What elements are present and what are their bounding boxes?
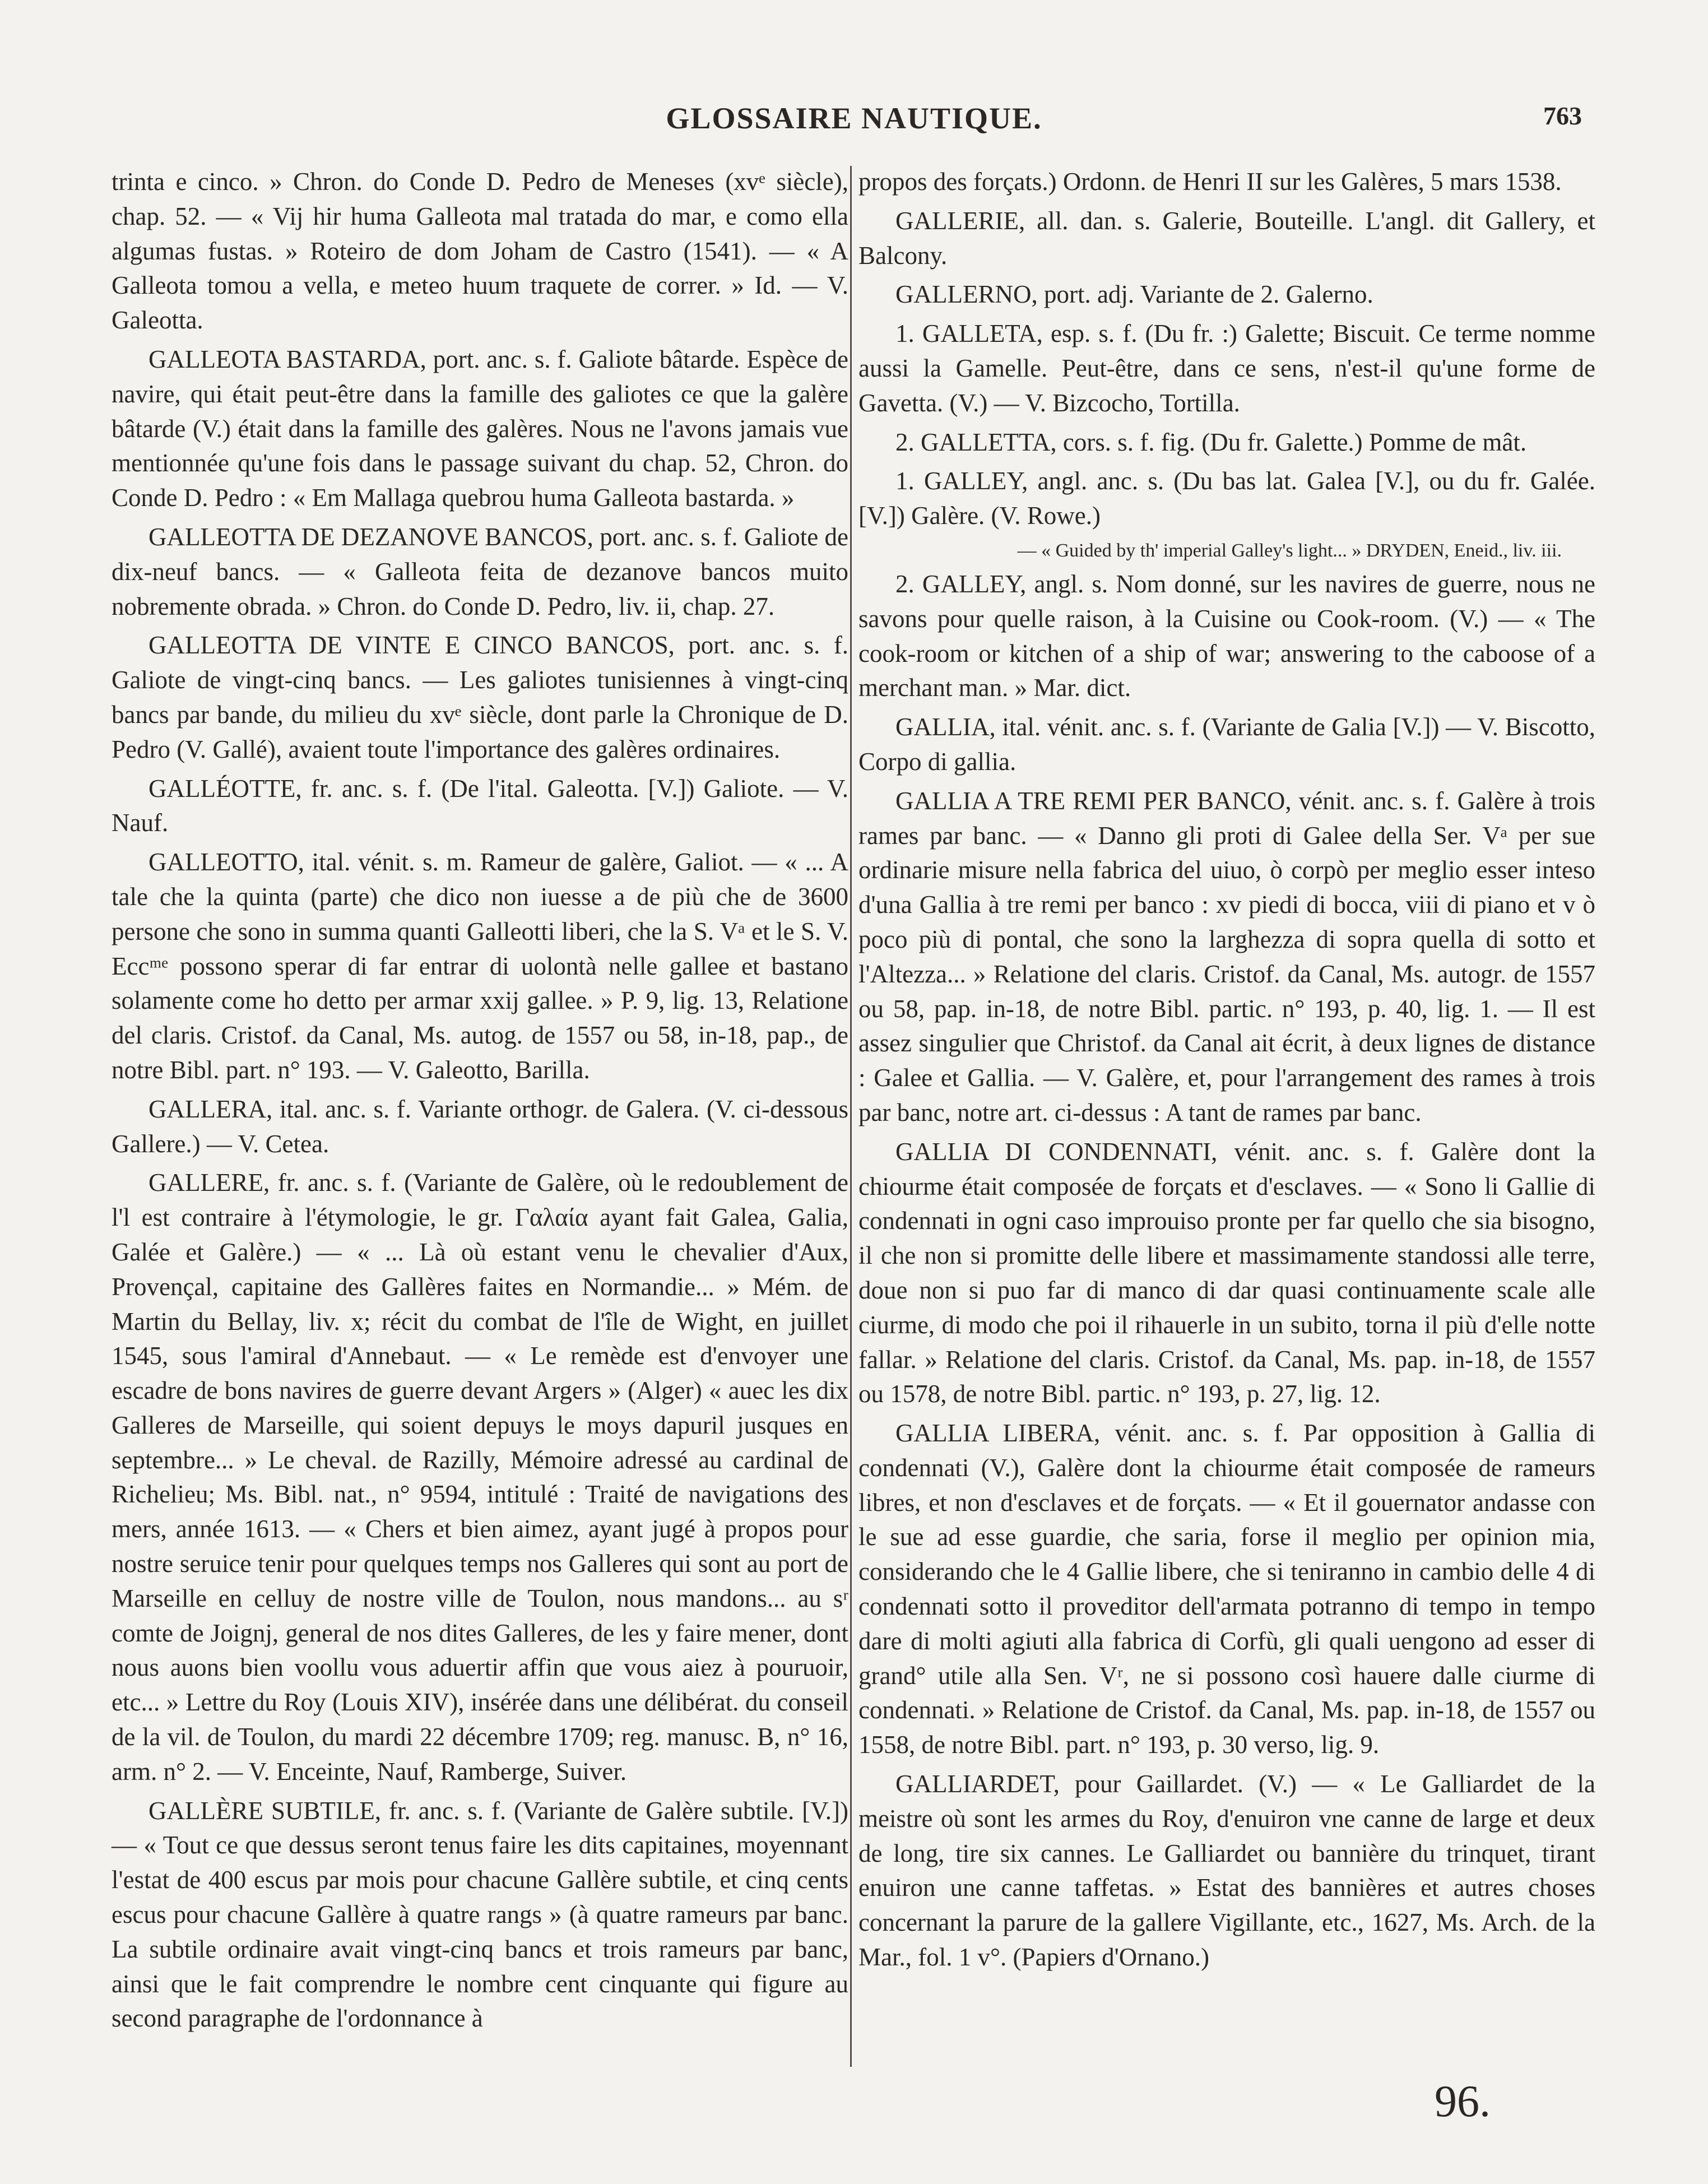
entry-text: GALLÉOTTE, fr. anc. s. f. (De l'ital. Galeotta. [V.]) Galiote. — V. Nauf. [112, 774, 848, 837]
column-divider [850, 166, 852, 2067]
entry-galleotto [112, 845, 848, 1088]
entry-text: GALLÈRE SUBTILE, fr. anc. s. f. (Variante de Galère subtile. [V.]) — « Tout ce que dessus seront tenus faire les dits capitaines, moyennant l'estat de 400 escus par mois pour chacune Gallère subtile, et cinq cents escus pour chacune Gallère à quatre rangs » (à quatre rameurs par banc. La subtile ordinaire avait vingt-cinq bancs et trois rameurs par banc, ainsi que le fait comprendre le nombre cent cinquante qui figure au second paragraphe de l'ordonnance à [112, 1796, 848, 2033]
entry-galletta-2 [858, 425, 1595, 460]
page-title: GLOSSAIRE NAUTIQUE. [666, 101, 1042, 135]
signature-number: 96. [1435, 2077, 1491, 2126]
entry-galleotta-dezanove [112, 520, 848, 624]
entry-galley-2 [858, 567, 1595, 706]
entry-gallera [112, 1092, 848, 1162]
entry-text: GALLIA LIBERA, vénit. anc. s. f. Par opposition à Gallia di condennati (V.), Galère dont la chiourme était composée de rameurs libres, et non d'esclaves et de forçats. — « Et il gouernator andasse con le sue ad esse guardie, che saria, forse il meglio per opinion mia, considerando che le 4 Gallie libere, che si teniranno in cambio delle 4 di condennati sotto il proveditor dell'armata potranno di tempo in tempo dare di molti agiuti alla fabrica di Corfù, gli quali uengono ad esser di grand° utile alla Sen. Vʳ, ne si possono così hauere dalle ciurme di condennati. » Relatione de Cristof. da Canal, Ms. pap. in-18, de 1557 ou 1558, de notre Bibl. part. n° 193, p. 30 verso, lig. 9. [858, 1419, 1595, 1759]
entry-text: GALLEOTTO, ital. vénit. s. m. Rameur de galère, Galiot. — « ... A tale che la quinta (parte) che dico non iuesse a de più che de 3600 persone che sono in summa quanti Galleotti liberi, che la S. Vᵃ et le S. V. Eccᵐᵉ possono sperar di far entrar di uolontà nelle gallee et bastano solamente come ho detto per armar xxij gallee. » P. 9, lig. 13, Relatione del claris. Cristof. da Canal, Ms. autog. de 1557 ou 58, in-18, pap., de notre Bibl. part. n° 193. — V. Galeotto, Barilla. [112, 848, 848, 1084]
entry-text: GALLERNO, port. adj. Variante de 2. Galerno. [895, 280, 1373, 309]
left-column [112, 165, 848, 2041]
entry-text: 1. GALLETA, esp. s. f. (Du fr. :) Galette; Biscuit. Ce terme nomme aussi la Gamelle. Peut-être, dans ce sens, n'est-il qu'une forme de Gavetta. (V.) — V. Bizcocho, Tortilla. [858, 319, 1595, 417]
entry-galleota-bastarda [112, 342, 848, 516]
entry-continuation [858, 165, 1595, 200]
entry-text: propos des forçats.) Ordonn. de Henri II sur les Galères, 5 mars 1538. [858, 168, 1562, 196]
entry-text: 1. GALLEY, angl. anc. s. (Du bas lat. Galea [V.], ou du fr. Galée. [V.]) Galère. (V. Rowe.) [858, 467, 1595, 530]
entry-text: GALLEOTTA DE VINTE E CINCO BANCOS, port. anc. s. f. Galiote de vingt-cinq bancs. — Les galiotes tunisiennes à vingt-cinq bancs par bande, du milieu du xvᵉ siècle, dont parle la Chronique de D. Pedro (V. Gallé), avaient toute l'importance des galères ordinaires. [112, 631, 848, 763]
entry-text: GALLEOTA BASTARDA, port. anc. s. f. Galiote bâtarde. Espèce de navire, qui était peut-être dans la famille des galiotes ce que la galère bâtarde (V.) était dans la famille des galères. Nous ne l'avons jamais vue mentionnée qu'une fois dans le passage suivant du chap. 52, Chron. do Conde D. Pedro : « Em Mallaga quebrou huma Galleota bastarda. » [112, 345, 848, 512]
entry-text: GALLIARDET, pour Gaillardet. (V.) — « Le Galliardet de la meistre où sont les armes du Roy, d'enuiron vne canne de large et deux de long, tire six cannes. Le Galliardet ou bannière du trinquet, tirant enuiron une canne taffetas. » Estat des bannières et autres choses concernant la parure de la gallere Vigillante, etc., 1627, Ms. Arch. de la Mar., fol. 1 v°. (Papiers d'Ornano.) [858, 1770, 1595, 1972]
entry-text: GALLIA A TRE REMI PER BANCO, vénit. anc. s. f. Galère à trois rames par banc. — « Danno gli proti di Galee della Ser. Vᵃ per sue ordinarie misure nella fabrica del uiuo, ò corpò per meglio esser inteso d'una Gallia à tre remi per banco : xv piedi di bocca, viii di piano et v ò poco più di pontal, che sono la larghezza di sopra quella di sotto et l'Altezza... » Relatione del claris. Cristof. da Canal, Ms. autogr. de 1557 ou 58, pap. in-18, de notre Bibl. partic. n° 193, p. 40, lig. 1. — Il est assez singulier que Christof. da Canal ait écrit, à deux lignes de distance : Galee et Gallia. — V. Galère, et, pour l'arrangement des rames à trois par banc, notre art. ci-dessus : A tant de rames par banc. [858, 786, 1595, 1126]
entry-text: GALLERA, ital. anc. s. f. Variante orthogr. de Galera. (V. ci-dessous Gallere.) — V. Cetea. [112, 1095, 848, 1158]
entry-gallere [112, 1166, 848, 1789]
entry-galliardet [858, 1767, 1595, 1975]
entry-text: 2. GALLEY, angl. s. Nom donné, sur les navires de guerre, nous ne savons pour quelle raison, à la Cuisine ou Cook-room. (V.) — « The cook-room or kitchen of a ship of war; answering to the caboose of a merchant man. » Mar. dict. [858, 569, 1595, 702]
entry-gallia-libera [858, 1416, 1595, 1763]
entry-galleta-1 [858, 317, 1595, 420]
entry-gallerno [858, 277, 1595, 312]
right-column [858, 165, 1595, 1979]
entry-text: GALLEOTTA DE DEZANOVE BANCOS, port. anc. s. f. Galiote de dix-neuf bancs. — « Galleota feita de dezanove bancos muito nobremente obrada. » Chron. do Conde D. Pedro, liv. ii, chap. 27. [112, 522, 848, 620]
page-number: 763 [1543, 101, 1582, 130]
dryden-quote: — « Guided by th' imperial Galley's light... » DRYDEN, Eneid., liv. iii. [1017, 540, 1562, 561]
entry-gallia-tre-remi [858, 784, 1595, 1130]
entry-text: GALLERE, fr. anc. s. f. (Variante de Galère, où le redoublement de l'l est contraire à l'étymologie, le gr. Γαλαία ayant fait Galea, Galia, Galée et Galère.) — « ... Là où estant venu le chevalier d'Aux, Provençal, capitaine des Gallères faites en Normandie... » Mém. de Martin du Bellay, liv. x; récit du combat de l'île de Wight, en juillet 1545, sous l'amiral d'Annebaut. — « Le remède est d'envoyer une escadre de bons navires de guerre devant Argers » (Alger) « auec les dix Galleres de Marseille, qui soient depuys le moys dapuril jusques en septembre... » Le cheval. de Razilly, Mémoire adressé au cardinal de Richelieu; Ms. Bibl. nat., n° 9594, intitulé : Traité de navigations des mers, année 1613. — « Chers et bien aimez, ayant jugé à propos pour nostre seruice tenir pour quelques temps nos Galleres qui sont au port de Marseille en celluy de nostre ville de Toulon, nous mandons... au sʳ comte de Joignj, general de nos dites Galleres, de les y faire mener, dont nous auons bien voollu vous aduertir affin que vous aiez à pouruoir, etc... » Lettre du Roy (Louis XIV), insérée dans une délibérat. du conseil de la vil. de Toulon, du mardi 22 décembre 1709; reg. manusc. B, n° 16, arm. n° 2. — V. Enceinte, Nauf, Ramberge, Suiver. [112, 1168, 848, 1786]
entry-text: trinta e cinco. » Chron. do Conde D. Pedro de Meneses (xvᵉ siècle), chap. 52. — « Vij hir huma Galleota mal tratada do mar, e como ella algumas fustas. » Roteiro de dom Joham de Castro (1541). — « A Galleota tomou a vella, e meteo huum traquete de correr. » Id. — V. Galeotta. [112, 168, 848, 335]
entry-gallia [858, 710, 1595, 780]
entry-text: GALLIA, ital. vénit. anc. s. f. (Variante de Galia [V.]) — V. Biscotto, Corpo di gallia. [858, 713, 1595, 776]
entry-text: GALLERIE, all. dan. s. Galerie, Bouteille. L'angl. dit Gallery, et Balcony. [858, 206, 1595, 270]
entry-gallerie [858, 204, 1595, 273]
entry-text: GALLIA DI CONDENNATI, vénit. anc. s. f. Galère dont la chiourme était composée de forçats et d'esclaves. — « Sono li Gallie di condennati in ogni caso improuiso pronte per far quello che sia bisogno, il che non si promitte delle libere et massimamente standossi alle terre, doue non si puo far di manco di dar quasi continuamente scale alle ciurme, di modo che poi il rihauerle in un subito, torna il più d'elle notte fallar. » Relatione del claris. Cristof. da Canal, Ms. pap. in-18, de 1557 ou 1578, de notre Bibl. partic. n° 193, p. 27, lig. 12. [858, 1137, 1595, 1408]
entry-gallere-subtile [112, 1794, 848, 2037]
entry-gallia-condennati [858, 1135, 1595, 1412]
entry-continuation [112, 165, 848, 338]
entry-galleotta-vinte [112, 628, 848, 767]
entry-galley-1 [858, 464, 1595, 534]
entry-galleotte [112, 772, 848, 841]
entry-text: 2. GALLETTA, cors. s. f. fig. (Du fr. Galette.) Pomme de mât. [895, 428, 1527, 456]
